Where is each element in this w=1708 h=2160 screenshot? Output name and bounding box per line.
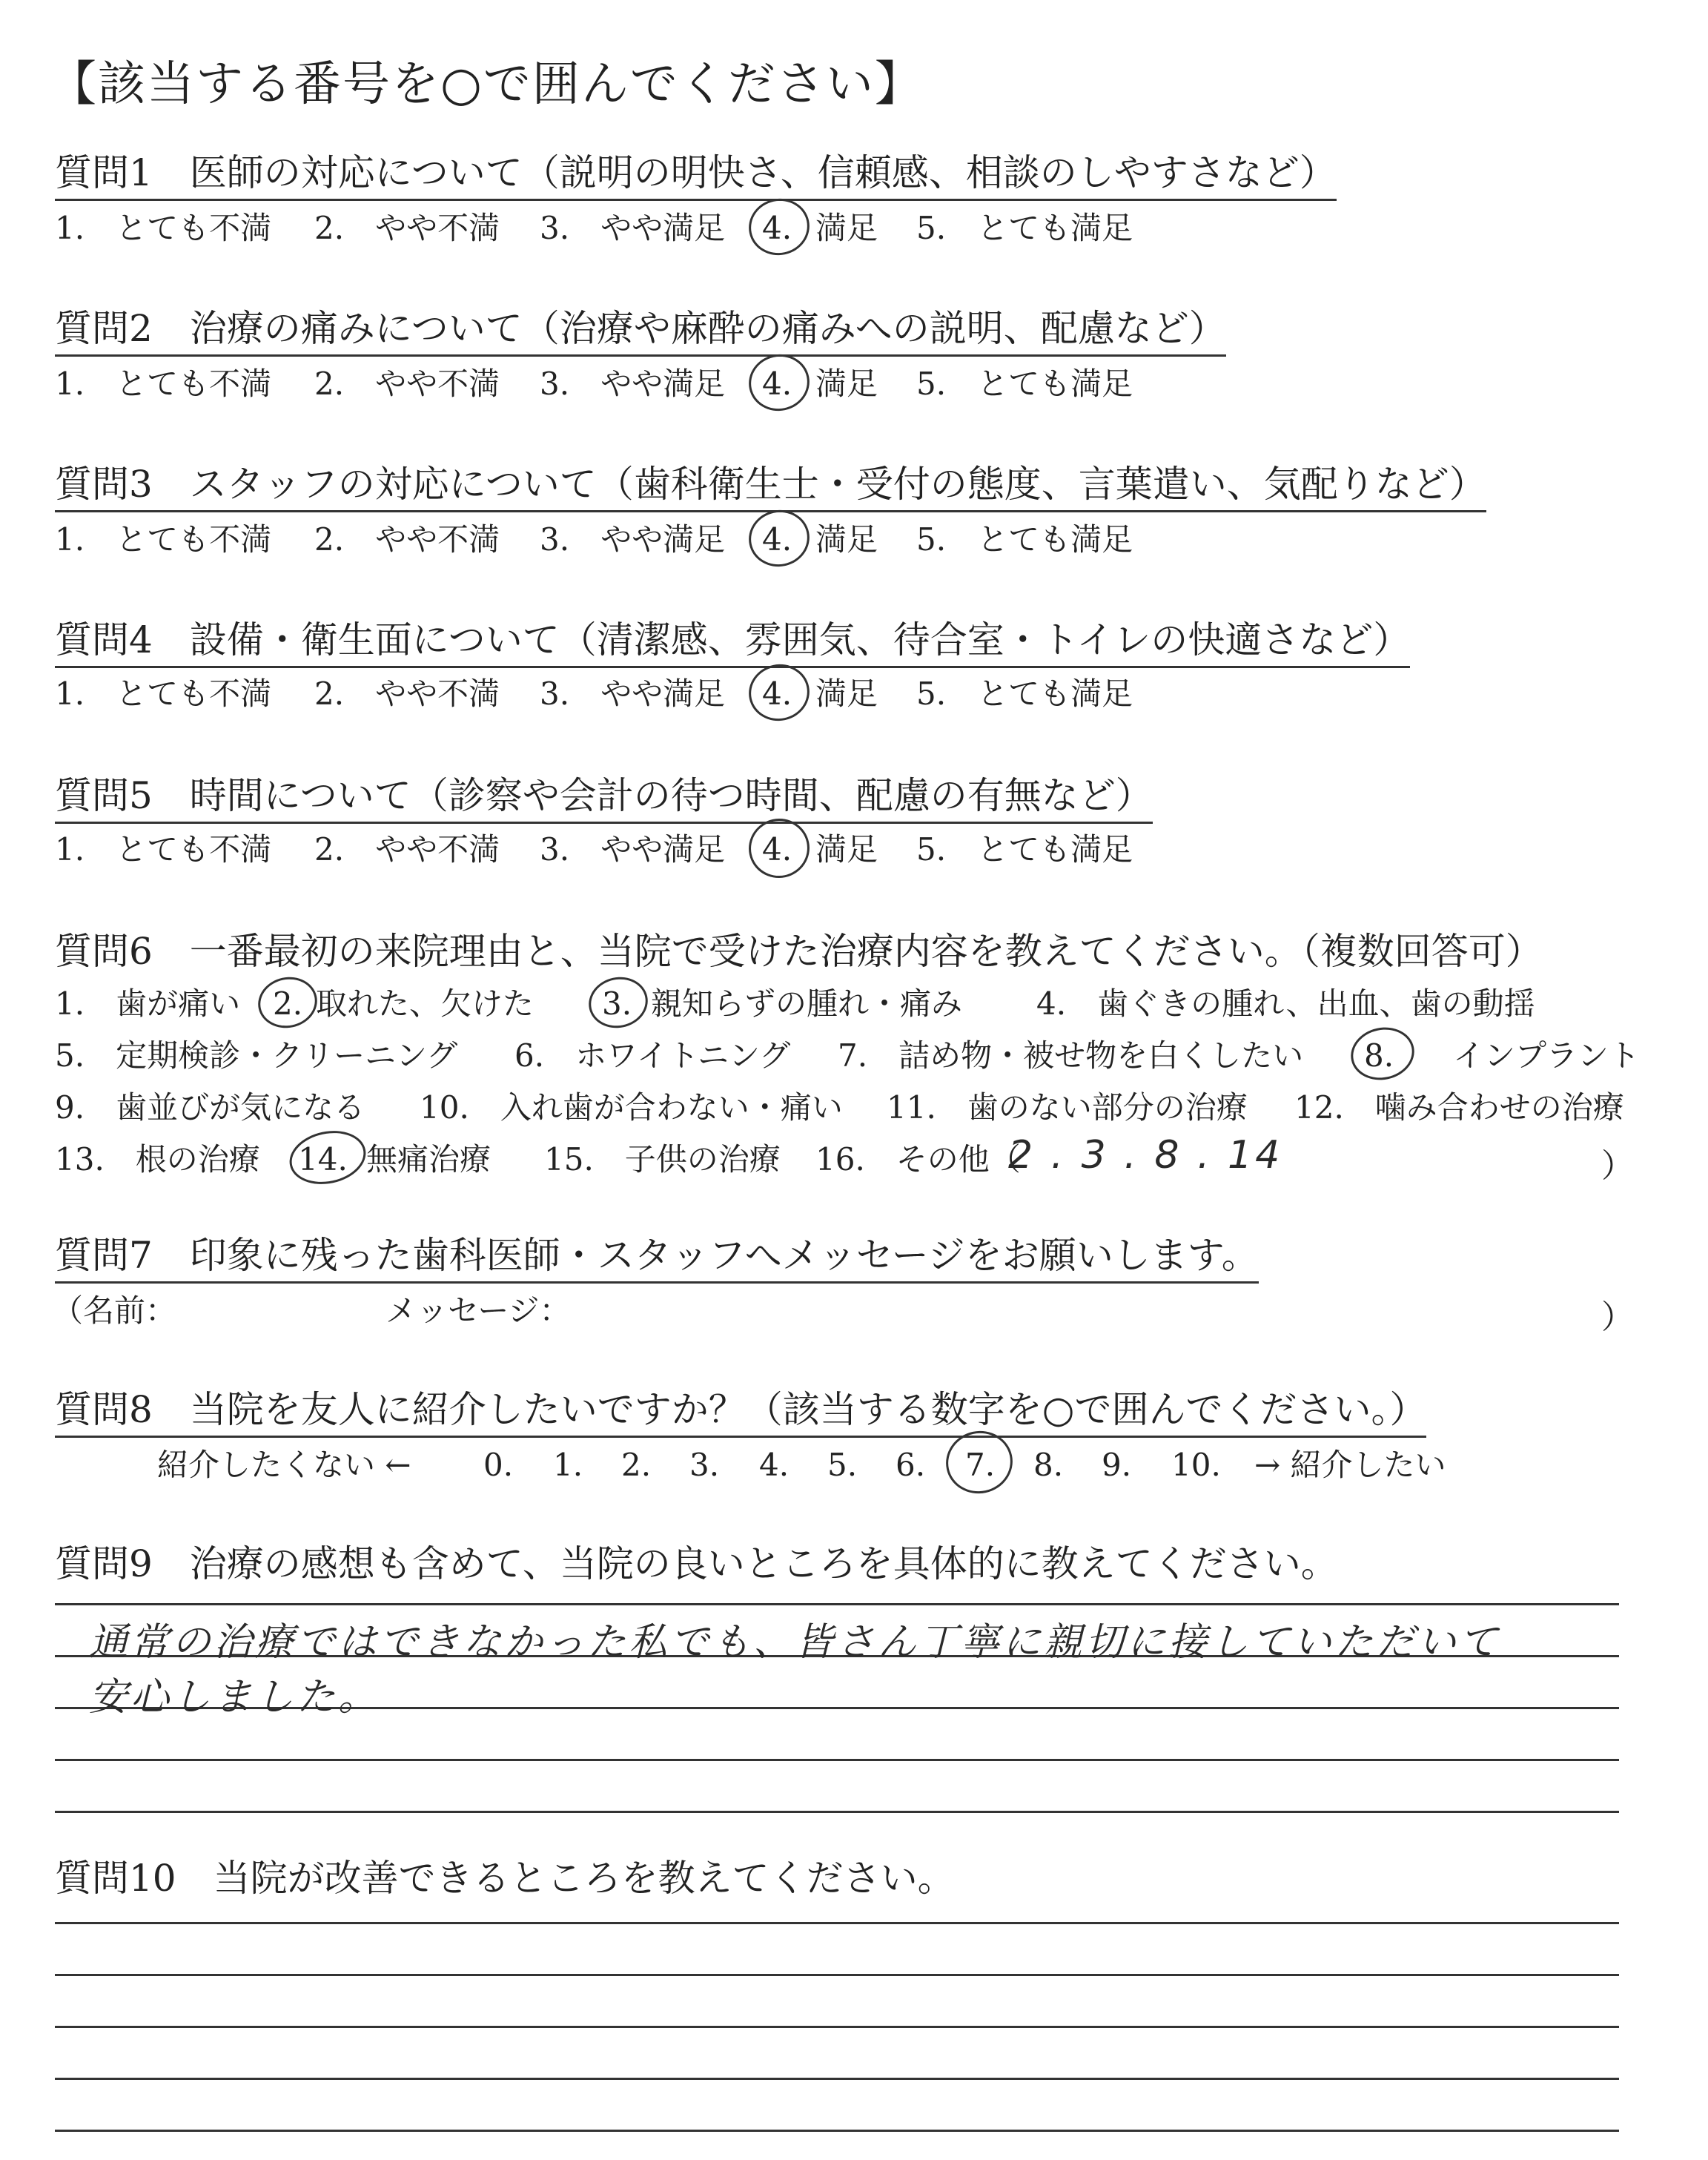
q8-heading: 質問8 当院を友人に紹介したいですか？（該当する数字を○で囲んでください。） — [55, 1385, 1426, 1438]
q8-scale-6[interactable]: 6. — [896, 1447, 926, 1483]
q3-option-3[interactable]: 3. やや満足 — [540, 521, 726, 558]
q6-other-close-paren: ） — [1601, 1147, 1634, 1185]
q2-option-4-label[interactable]: 満足 — [815, 366, 878, 402]
q6-option-14-circle — [285, 1124, 371, 1191]
q6-option-8-circle — [1346, 1022, 1420, 1086]
q1-option-4-label[interactable]: 満足 — [815, 210, 878, 246]
q5-heading: 質問5 時間について（診察や会計の待つ時間、配慮の有無など） — [55, 771, 1153, 824]
q4-option-1[interactable]: 1. とても不満 — [55, 676, 272, 712]
q2-heading: 質問2 治療の痛みについて（治療や麻酔の痛みへの説明、配慮など） — [55, 304, 1226, 357]
q8-scale-10[interactable]: 10. — [1171, 1447, 1221, 1483]
q8-scale-1[interactable]: 1. — [553, 1447, 583, 1483]
q3-option-2[interactable]: 2. やや不満 — [314, 521, 500, 558]
q6-option-8-label[interactable]: インプラント — [1453, 1037, 1641, 1074]
q10-answer-line-5 — [55, 2130, 1619, 2132]
q2-option-3[interactable]: 3. やや満足 — [540, 366, 726, 402]
q2-selected-circle — [744, 349, 815, 416]
q7-message-label: メッセージ： — [385, 1292, 571, 1329]
q6-option-4[interactable]: 4. 歯ぐきの腫れ、出血、歯の動揺 — [1036, 985, 1535, 1022]
q4-option-4-number[interactable]: 4. — [762, 676, 792, 712]
q3-option-1[interactable]: 1. とても不満 — [55, 521, 272, 558]
q8-left-label: 紹介したくない ← — [157, 1447, 411, 1483]
q4-option-4-label[interactable]: 満足 — [815, 676, 878, 712]
q6-other-handwritten[interactable]: 2 . 3 . 8 . 14 — [1008, 1133, 1283, 1178]
q9-handwritten-answer-2[interactable]: 安心しました。 — [89, 1675, 380, 1720]
q6-heading: 質問6 一番最初の来院理由と、当院で受けた治療内容を教えてください。（複数回答可） — [55, 930, 1543, 973]
q1-option-1[interactable]: 1. とても不満 — [55, 210, 272, 246]
q6-option-2-number[interactable]: 2. — [273, 985, 303, 1022]
q2-option-2[interactable]: 2. やや不満 — [314, 366, 500, 402]
q3-option-4-number[interactable]: 4. — [762, 521, 792, 558]
q8-scale-7[interactable]: 7. — [965, 1447, 996, 1483]
q6-option-6[interactable]: 6. ホワイトニング — [514, 1037, 791, 1074]
q6-option-2-label[interactable]: 取れた、欠けた — [316, 985, 534, 1022]
q10-answer-line-1 — [55, 1922, 1619, 1924]
q4-heading: 質問4 設備・衛生面について（清潔感、雰囲気、待合室・トイレの快適さなど） — [55, 615, 1410, 668]
q6-option-14-number[interactable]: 14. — [298, 1141, 348, 1178]
q3-selected-circle — [744, 504, 815, 572]
q1-option-5[interactable]: 5. とても満足 — [916, 210, 1133, 246]
q6-option-14-label[interactable]: 無痛治療 — [366, 1141, 491, 1178]
q1-selected-circle — [744, 193, 815, 260]
q6-option-8-number[interactable]: 8. — [1364, 1037, 1394, 1074]
q5-option-3[interactable]: 3. やや満足 — [540, 831, 726, 868]
q8-right-label: → 紹介したい — [1254, 1447, 1446, 1483]
q10-answer-line-3 — [55, 2026, 1619, 2028]
q6-option-12[interactable]: 12. 噛み合わせの治療 — [1294, 1089, 1624, 1126]
q1-option-2[interactable]: 2. やや不満 — [314, 210, 500, 246]
q6-option-5[interactable]: 5. 定期検診・クリーニング — [55, 1037, 458, 1074]
q9-handwritten-answer-1[interactable]: 通常の治療ではできなかった私でも、皆さん丁寧に親切に接していただいて — [89, 1620, 1501, 1665]
q9-answer-line-5 — [55, 1811, 1619, 1813]
q8-scale-0[interactable]: 0. — [483, 1447, 514, 1483]
q5-option-1[interactable]: 1. とても不満 — [55, 831, 272, 868]
q4-selected-circle — [744, 658, 815, 726]
q3-option-5[interactable]: 5. とても満足 — [916, 521, 1133, 558]
q6-option-3-circle — [584, 971, 652, 1033]
q8-scale-8[interactable]: 8. — [1033, 1447, 1064, 1483]
q8-scale-4[interactable]: 4. — [759, 1447, 790, 1483]
q6-option-13[interactable]: 13. 根の治療 — [55, 1141, 260, 1178]
q1-option-4-number[interactable]: 4. — [762, 210, 792, 246]
q1-option-3[interactable]: 3. やや満足 — [540, 210, 726, 246]
q10-answer-line-4 — [55, 2078, 1619, 2080]
q3-option-4-label[interactable]: 満足 — [815, 521, 878, 558]
q7-name-label: （名前： — [52, 1292, 177, 1329]
q6-option-7[interactable]: 7. 詰め物・被せ物を白くしたい — [838, 1037, 1304, 1074]
q6-option-11[interactable]: 11. 歯のない部分の治療 — [887, 1089, 1248, 1126]
q2-option-1[interactable]: 1. とても不満 — [55, 366, 272, 402]
q8-scale-2[interactable]: 2. — [621, 1447, 652, 1483]
q10-answer-line-2 — [55, 1974, 1619, 1976]
q8-scale-5[interactable]: 5. — [827, 1447, 858, 1483]
q7-heading: 質問7 印象に残った歯科医師・スタッフへメッセージをお願いします。 — [55, 1231, 1259, 1284]
q6-option-16[interactable]: 16. その他（ — [815, 1141, 1021, 1178]
q10-heading: 質問10 当院が改善できるところを教えてください。 — [55, 1857, 955, 1900]
q6-option-10[interactable]: 10. 入れ歯が合わない・痛い — [420, 1089, 843, 1126]
q6-option-3-label[interactable]: 親知らずの腫れ・痛み — [651, 985, 963, 1022]
q5-option-2[interactable]: 2. やや不満 — [314, 831, 500, 868]
q6-option-2-circle — [254, 971, 322, 1033]
q8-scale-3[interactable]: 3. — [689, 1447, 720, 1483]
q9-answer-line-1 — [55, 1603, 1619, 1605]
q4-option-5[interactable]: 5. とても満足 — [916, 676, 1133, 712]
q5-option-5[interactable]: 5. とても満足 — [916, 831, 1133, 868]
q5-option-4-number[interactable]: 4. — [762, 831, 792, 868]
q5-option-4-label[interactable]: 満足 — [815, 831, 878, 868]
q6-option-1[interactable]: 1. 歯が痛い — [55, 985, 241, 1022]
q6-option-15[interactable]: 15. 子供の治療 — [544, 1141, 781, 1178]
q3-heading: 質問3 スタッフの対応について（歯科衛生士・受付の態度、言葉遣い、気配りなど） — [55, 460, 1486, 512]
q6-option-9[interactable]: 9. 歯並びが気になる — [55, 1089, 365, 1126]
q8-scale-9[interactable]: 9. — [1102, 1447, 1132, 1483]
q2-option-5[interactable]: 5. とても満足 — [916, 366, 1133, 402]
q9-answer-line-4 — [55, 1759, 1619, 1761]
page-title: 【該当する番号を○で囲んでください】 — [49, 57, 924, 112]
q4-option-2[interactable]: 2. やや不満 — [314, 676, 500, 712]
q1-heading: 質問1 医師の対応について（説明の明快さ、信頼感、相談のしやすさなど） — [55, 148, 1337, 201]
q9-heading: 質問9 治療の感想も含めて、当院の良いところを具体的に教えてください。 — [55, 1542, 1338, 1585]
q7-close-paren: ） — [1601, 1298, 1634, 1336]
q2-option-4-number[interactable]: 4. — [762, 366, 792, 402]
q4-option-3[interactable]: 3. やや満足 — [540, 676, 726, 712]
q6-option-3-number[interactable]: 3. — [602, 985, 632, 1022]
